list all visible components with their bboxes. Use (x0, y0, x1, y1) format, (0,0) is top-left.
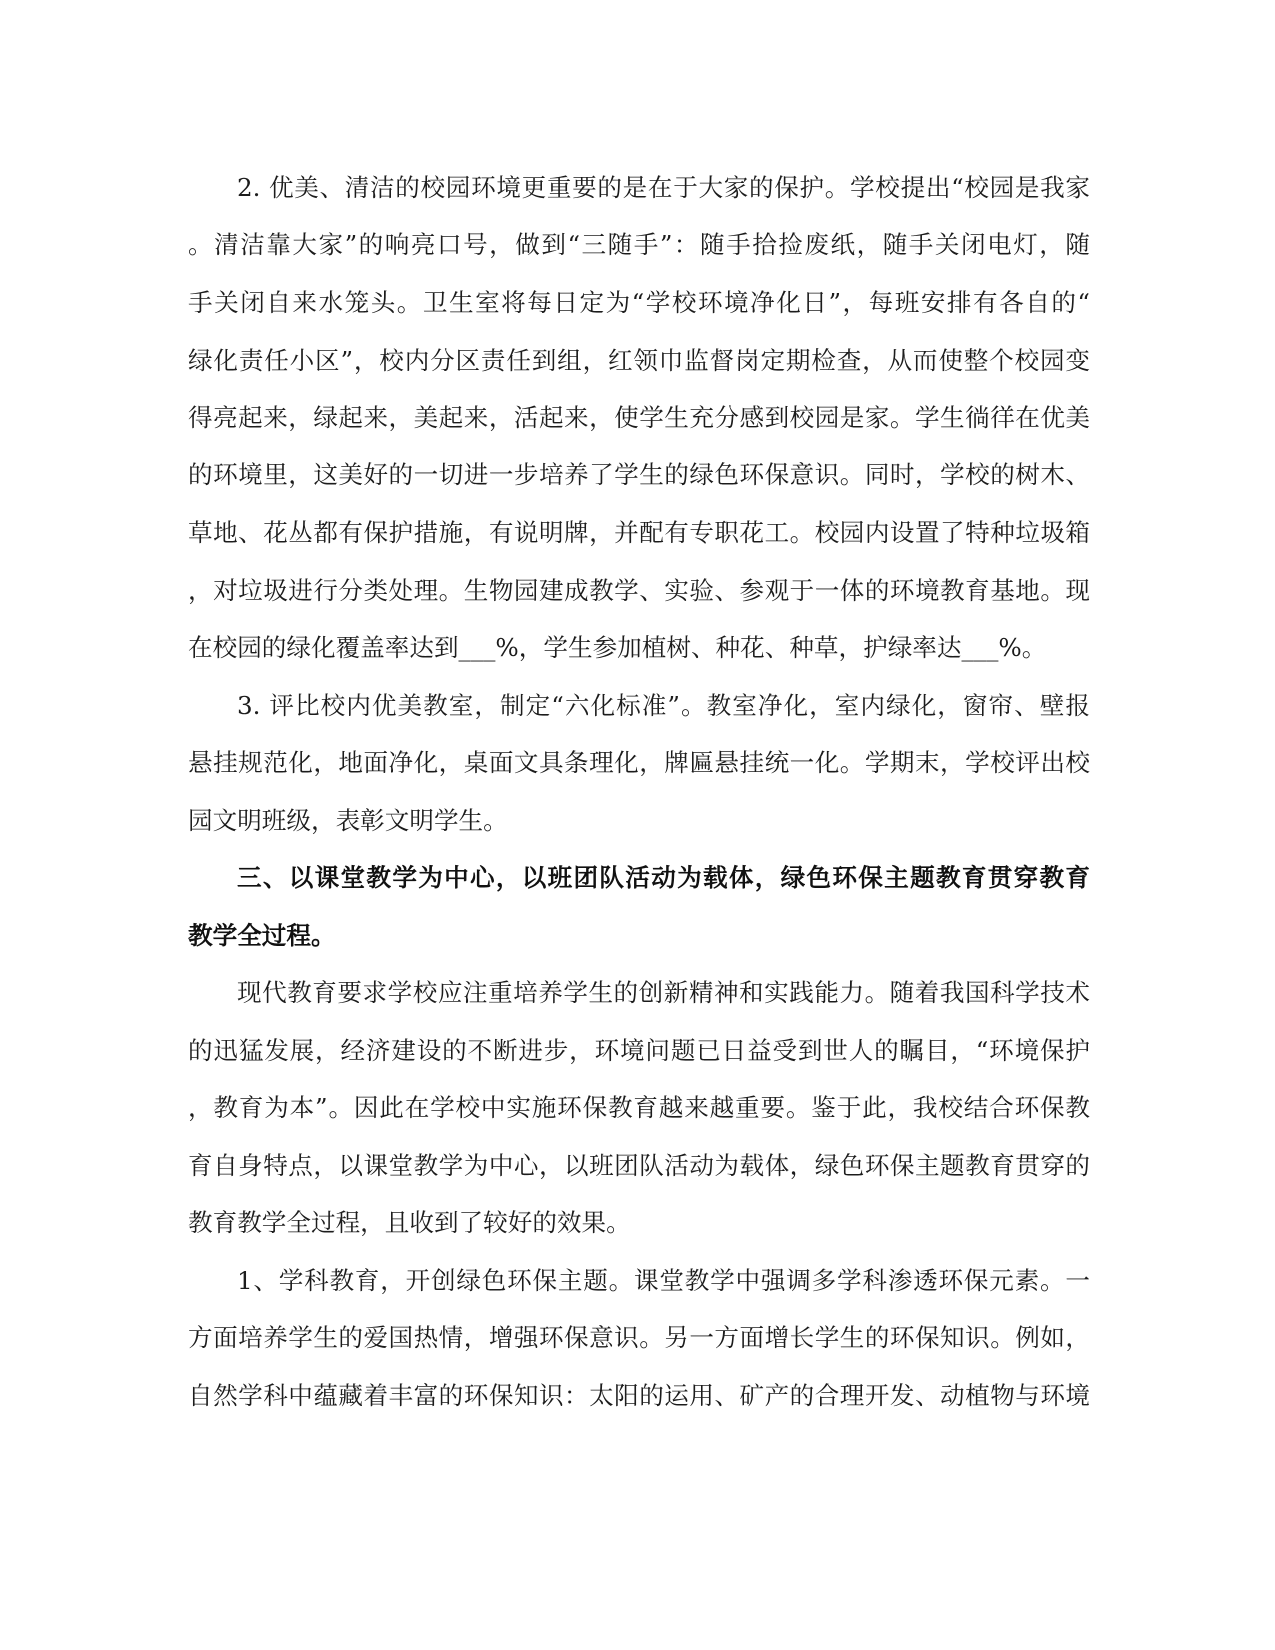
text-line: 在校园的绿化覆盖率达到___%，学生参加植树、种花、种草，护绿率达___%。 (188, 633, 1047, 662)
text-line: 教育教学全过程，且收到了较好的效果。 (188, 1208, 631, 1237)
text-line: 。清洁靠大家”的响亮口号，做到“三随手”：随手拾捡废纸，随手关闭电灯，随 (188, 230, 1090, 259)
text-line: ，对垃圾进行分类处理。生物园建成教学、实验、参观于一体的环境教育基地。现 (188, 576, 1090, 605)
text-line: 园文明班级，表彰文明学生。 (188, 806, 508, 835)
text-line: 育自身特点，以课堂教学为中心，以班团队活动为载体，绿色环保主题教育贯穿的 (188, 1151, 1090, 1180)
text-line: 手关闭自来水笼头。卫生室将每日定为“学校环境净化日”，每班安排有各自的“ (188, 288, 1090, 317)
section-heading: 教学全过程。 (188, 921, 336, 950)
text-line: ，教育为本”。因此在学校中实施环保教育越来越重要。鉴于此，我校结合环保教 (188, 1093, 1090, 1122)
text-line: 3. 评比校内优美教室，制定“六化标准”。教室净化，室内绿化，窗帘、壁报 (237, 691, 1090, 720)
text-line: 自然学科中蕴藏着丰富的环保知识：太阳的运用、矿产的合理开发、动植物与环境 (188, 1381, 1090, 1410)
section-heading: 三、以课堂教学为中心，以班团队活动为载体，绿色环保主题教育贯穿教育 (237, 863, 1090, 892)
text-line: 草地、花丛都有保护措施，有说明牌，并配有专职花工。校园内设置了特种垃圾箱 (188, 518, 1090, 547)
text-line: 的迅猛发展，经济建设的不断进步，环境问题已日益受到世人的瞩目，“环境保护 (188, 1036, 1090, 1065)
text-line: 2. 优美、清洁的校园环境更重要的是在于大家的保护。学校提出“校园是我家 (237, 173, 1090, 202)
text-line: 方面培养学生的爱国热情，增强环保意识。另一方面增长学生的环保知识。例如， (188, 1323, 1090, 1352)
text-line: 现代教育要求学校应注重培养学生的创新精神和实践能力。随着我国科学技术 (237, 978, 1090, 1007)
text-line: 悬挂规范化，地面净化，桌面文具条理化，牌匾悬挂统一化。学期末，学校评出校 (188, 748, 1090, 777)
text-line: 绿化责任小区”，校内分区责任到组，红领巾监督岗定期检查，从而使整个校园变 (188, 346, 1090, 375)
text-line: 得亮起来，绿起来，美起来，活起来，使学生充分感到校园是家。学生徜徉在优美 (188, 403, 1090, 432)
text-line: 1、学科教育，开创绿色环保主题。课堂教学中强调多学科渗透环保元素。一 (237, 1266, 1090, 1295)
text-line: 的环境里，这美好的一切进一步培养了学生的绿色环保意识。同时，学校的树木、 (188, 460, 1090, 489)
